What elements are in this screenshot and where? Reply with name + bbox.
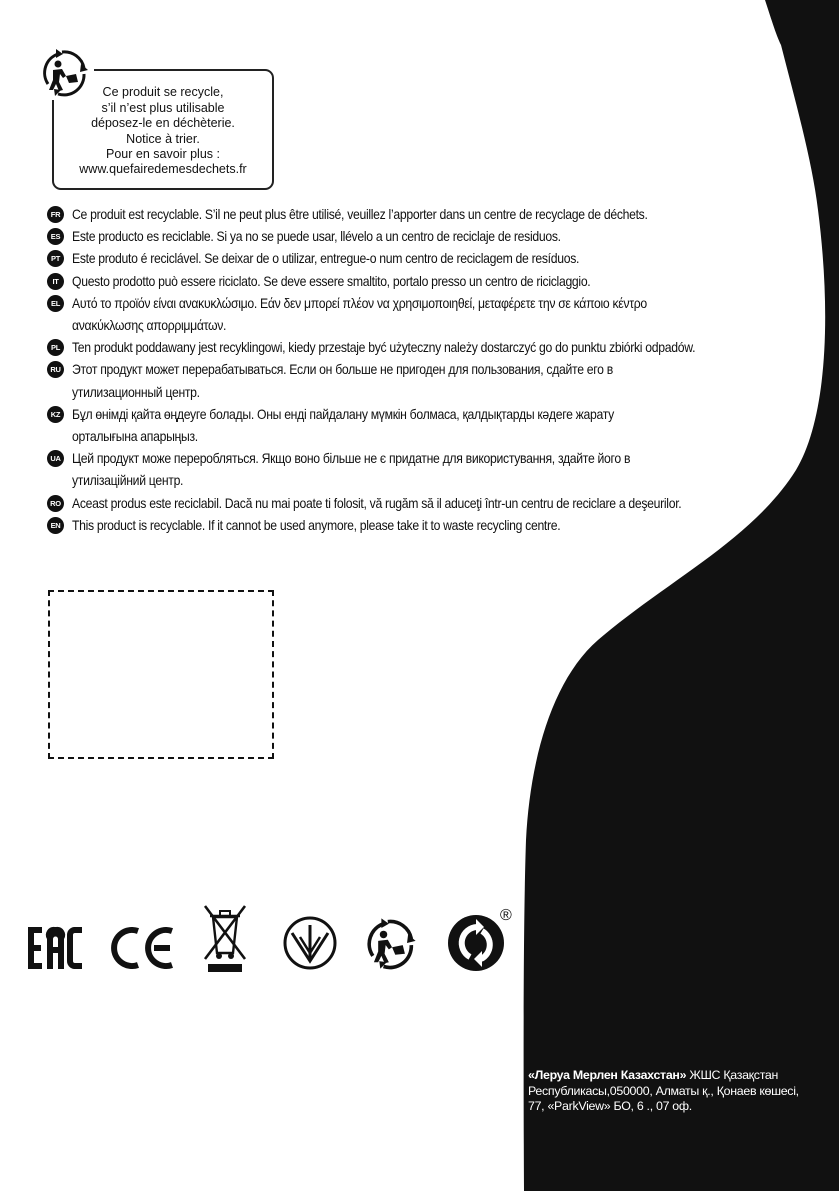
language-badge: PL bbox=[47, 339, 64, 356]
statement-ru bbox=[47, 359, 777, 403]
statement-text: Questo prodotto può essere riciclato. Se deve essere smaltito, portalo presso un centro de riciclaggio. bbox=[72, 273, 591, 289]
statement-text: Ce produit est recyclable. S’il ne peut plus être utilisé, veuillez l’apporter dans un centre de recyclage de déchets. bbox=[72, 207, 648, 222]
statement-text: Этот продукт может перерабатываться. Если он больше не пригоден для пользования, сдайте его в bbox=[72, 362, 613, 378]
statement-fr bbox=[47, 204, 777, 226]
language-badge: KZ bbox=[47, 406, 64, 423]
language-badge: RU bbox=[47, 361, 64, 378]
triman-line: déposez-le en déchèterie. bbox=[91, 116, 235, 131]
company-name: «Леруа Мерлен Казахстан» bbox=[528, 1068, 687, 1082]
registered-trademark: ® bbox=[500, 907, 512, 924]
statement-en bbox=[47, 515, 777, 537]
statement-text: Бұл өнімді қайта өңдеуге болады. Оны енді пайдалану мүмкін болмаса, қалдықтарды кәдеге жарату bbox=[72, 406, 614, 422]
statement-text: Цей продукт може переробляться. Якщо воно більше не є придатне для використування, здайте його в bbox=[72, 451, 631, 467]
ukrainian-conformity-mark-icon bbox=[282, 915, 338, 971]
company-address-line3: 77, «ParkView» БО, 6 ., 07 оф. bbox=[528, 1099, 692, 1113]
language-badge: IT bbox=[47, 273, 64, 290]
statement-es bbox=[47, 226, 777, 248]
statement-text: Αυτό το προϊόν είναι ανακυκλώσιμο. Εάν δεν μπορεί πλέον να χρησιμοποιηθεί, μεταφέρετε την σε κάποιο κέντρο bbox=[72, 295, 647, 311]
statement-kz bbox=[47, 404, 777, 448]
language-badge: EN bbox=[47, 517, 64, 534]
statement-ro bbox=[47, 493, 777, 515]
language-badge: RO bbox=[47, 495, 64, 512]
triman-icon bbox=[36, 44, 94, 100]
language-badge: ES bbox=[47, 228, 64, 245]
green-dot-icon bbox=[446, 913, 506, 973]
language-badge: EL bbox=[47, 295, 64, 312]
statement-pt bbox=[47, 248, 777, 270]
company-address-line2: Республикасы,050000, Алматы қ., Қонаев көшесі, bbox=[528, 1083, 799, 1098]
weee-crossed-bin-icon bbox=[202, 903, 248, 973]
language-badge: FR bbox=[47, 206, 64, 223]
company-info bbox=[528, 1068, 828, 1115]
label-placeholder-box bbox=[48, 590, 274, 759]
statement-text-continued: орталығына апарыңыз. bbox=[72, 429, 198, 445]
ce-mark-icon bbox=[108, 927, 176, 969]
triman-line: Pour en savoir plus : bbox=[106, 146, 220, 161]
triman-line: www.quefairedemesdechets.fr bbox=[79, 162, 247, 177]
statement-ua bbox=[47, 448, 777, 492]
statement-pl bbox=[47, 337, 777, 359]
language-badge: UA bbox=[47, 450, 64, 467]
statement-el bbox=[47, 293, 777, 337]
statement-text: Este produto é reciclável. Se deixar de o utilizar, entregue-o num centro de reciclagem de resíduos. bbox=[72, 251, 580, 267]
statement-text: Ten produkt poddawany jest recyklingowi, kiedy przestaje być użyteczny należy dostarczyć go do punktu zbiórki odpadów. bbox=[72, 340, 696, 356]
statement-it bbox=[47, 271, 777, 293]
triman-mark-icon bbox=[360, 913, 422, 973]
statement-text: Aceast produs este reciclabil. Dacă nu mai poate ti folosit, vă rugăm să il aduceţi într-un centru de reciclare a deşeurilor. bbox=[72, 495, 682, 511]
triman-line: Notice à trier. bbox=[126, 131, 200, 146]
recycling-statements bbox=[47, 204, 777, 537]
statement-text: Este producto es reciclable. Si ya no se puede usar, llévelo a un centro de reciclaje de residuos. bbox=[72, 229, 561, 245]
statement-text-continued: утилизационный центр. bbox=[72, 384, 200, 400]
statement-text: This product is recyclable. If it cannot be used anymore, please take it to waste recycling centre. bbox=[72, 517, 561, 533]
statement-text-continued: ανακύκλωσης απορριμμάτων. bbox=[72, 318, 227, 334]
eac-mark-icon bbox=[26, 925, 84, 971]
statement-text-continued: утилізаційний центр. bbox=[72, 473, 184, 489]
language-badge: PT bbox=[47, 250, 64, 267]
triman-line: s’il n’est plus utilisable bbox=[101, 100, 225, 115]
company-address-line1: ЖШС Қазақстан bbox=[686, 1068, 779, 1082]
triman-line: Ce produit se recycle, bbox=[102, 85, 224, 100]
